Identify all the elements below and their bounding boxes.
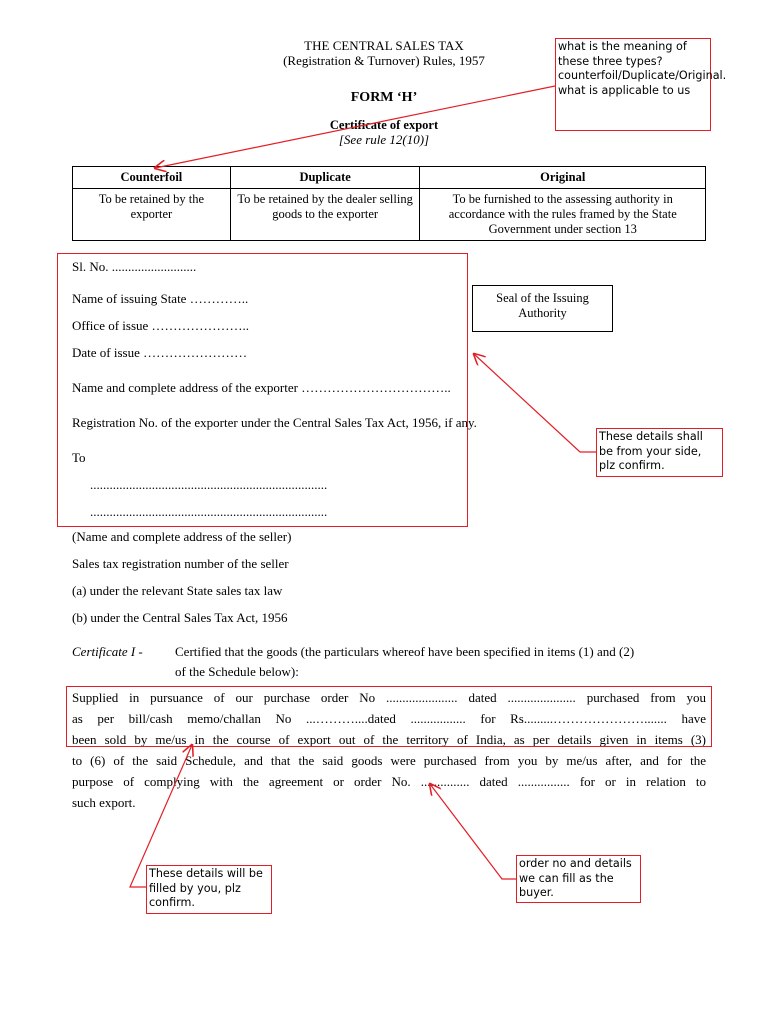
arrow-note1 [155,86,555,168]
cell-duplicate: To be retained by the dealer selling goods to the exporter [230,189,420,241]
seller-name-field: (Name and complete address of the seller) [72,529,292,544]
certificate-title: Certificate of export [329,118,439,132]
registration-no-field: Registration No. of the exporter under the Central Sales Tax Act, 1956, if any. [72,415,477,430]
arrow-note2 [474,354,597,452]
sl-no-field: Sl. No. .......................... [72,259,197,274]
date-of-issue-field: Date of issue …………………… [72,345,248,360]
note-exporter-details: These details shall be from your side, plz confirm. [596,428,723,477]
form-title: FORM ‘H’ [350,90,418,105]
item-a: (a) under the relevant State sales tax law [72,583,283,598]
body-line-2: as per bill/cash memo/challan No ...………....dated ................. for Rs.........…………………....... have [72,711,706,726]
header-counterfoil: Counterfoil [73,167,231,189]
header-duplicate: Duplicate [230,167,420,189]
to-address-line-1: ......................................................................... [90,477,328,492]
issuing-state-field: Name of issuing State ………….. [72,291,249,306]
certificate-line-1: Certified that the goods (the particulars whereof have been specified in items (1) and (2) [175,644,635,659]
body-line-5: purpose of complying with the agreement or order No. ............... dated ................ for or in relation to [72,774,706,789]
body-line-6: such export. [72,795,136,810]
to-address-line-2: ......................................................................... [90,504,328,519]
act-title: THE CENTRAL SALES TAX [304,38,464,53]
seal-line-2: Authority [518,306,567,320]
body-line-3: been sold by me/us in the course of export out of the territory of India, as per details given in items (3) [72,732,706,747]
office-of-issue-field: Office of issue ………………….. [72,318,250,333]
note-copy-types: what is the meaning of these three types?counterfoil/Duplicate/Original. what is applicable to us [555,38,711,131]
cell-original: To be furnished to the assessing authority in accordance with the rules framed by the State Government under section 13 [420,189,706,241]
seller-reg-field: Sales tax registration number of the seller [72,556,289,571]
note-purchase-details: These details will be filled by you, plz confirm. [146,865,272,914]
cell-counterfoil: To be retained by the exporter [73,189,231,241]
body-line-1: Supplied in pursuance of our purchase order No ...................... dated ..................... purchased from you [72,690,706,705]
rule-reference: [See rule 12(10)] [338,132,430,147]
item-b: (b) under the Central Sales Tax Act, 1956 [72,610,288,625]
seal-line-1: Seal of the Issuing [496,291,589,305]
to-label: To [72,450,86,465]
note-order-details: order no and details we can fill as the buyer. [516,855,641,903]
header-original: Original [420,167,706,189]
certificate-label-text: Certificate I - [72,644,143,659]
arrow-note4 [430,784,516,879]
certificate-line-2: of the Schedule below): [175,664,299,679]
body-line-4: to (6) of the said Schedule, and that the said goods were purchased from you by me/us after, and for the [72,753,706,768]
rules-title: (Registration & Turnover) Rules, 1957 [283,53,485,68]
exporter-name-field: Name and complete address of the exporter …………………………….. [72,380,451,395]
